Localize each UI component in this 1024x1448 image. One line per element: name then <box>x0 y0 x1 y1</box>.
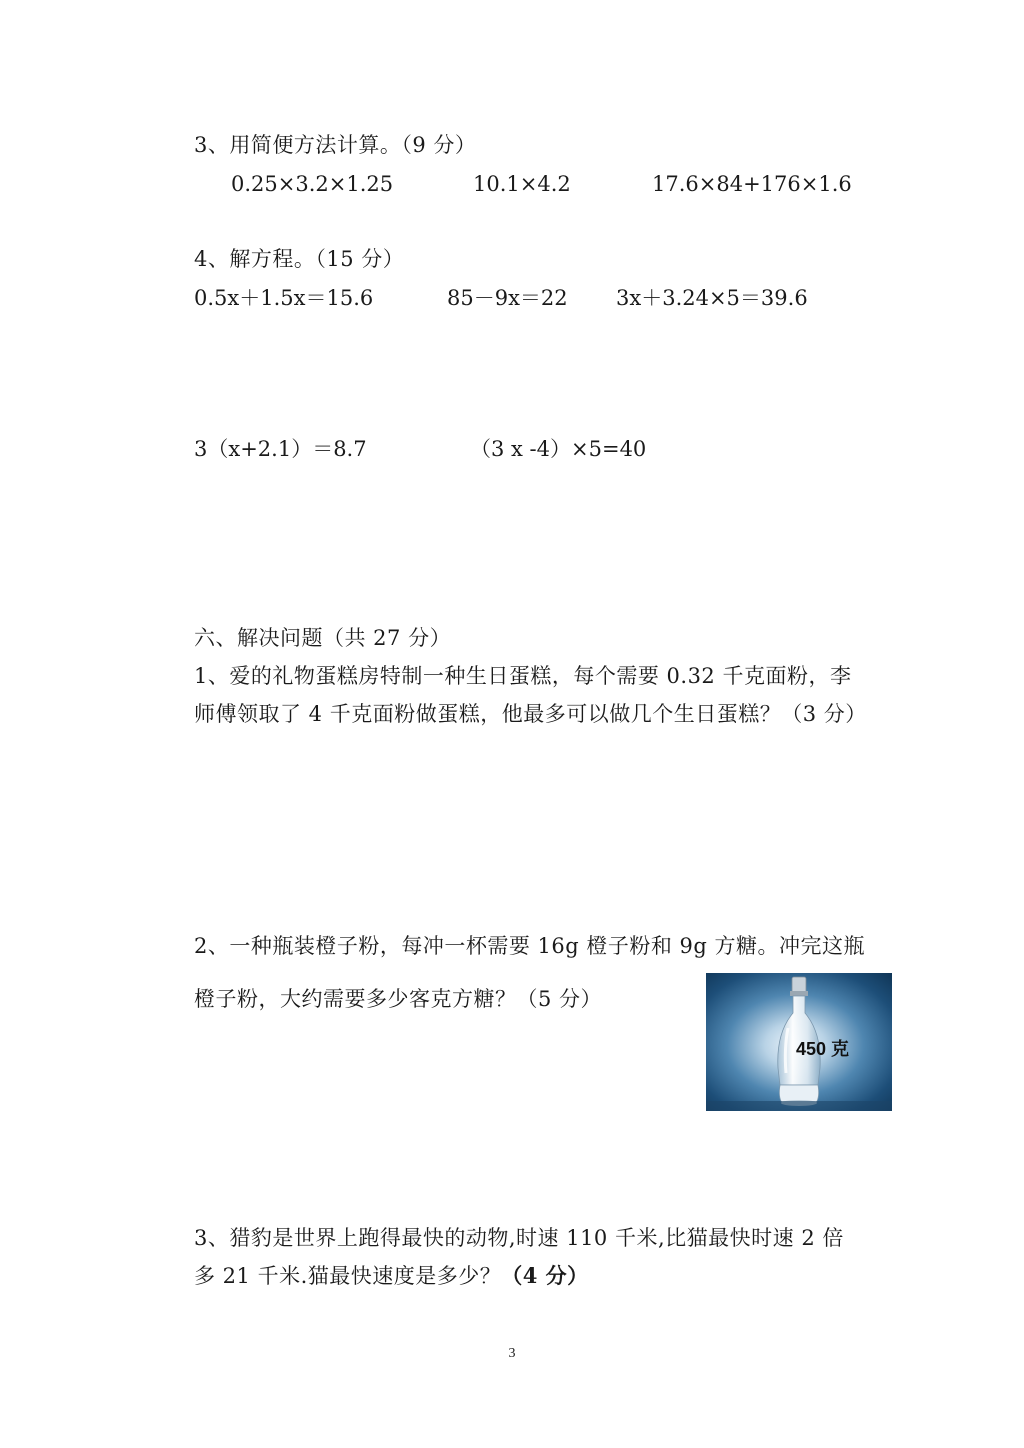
bottle-image <box>706 973 892 1111</box>
bottle-weight-label: 450 克 <box>796 1039 850 1059</box>
equation-4: 3（x+2.1）＝8.7 <box>194 437 367 461</box>
expression-3: 17.6×84+176×1.6 <box>652 172 852 196</box>
expression-2: 10.1×4.2 <box>473 172 571 196</box>
question-2-line-2: 橙子粉，大约需要多少客克方糖？（5 分） <box>194 987 603 1011</box>
question-3-line-2 <box>194 1262 589 1290</box>
expression-1: 0.25×3.2×1.25 <box>231 172 394 196</box>
section-3-heading: 3、用简便方法计算。（9 分） <box>194 133 477 157</box>
equation-5: （3 x -4）×5=40 <box>470 437 647 461</box>
question-3-points: （4 分） <box>501 1263 589 1288</box>
equation-1: 0.5x＋1.5x＝15.6 <box>194 286 374 310</box>
section-4-heading: 4、解方程。（15 分） <box>194 247 405 271</box>
question-2-line-1: 2、一种瓶装橙子粉，每冲一杯需要 16g 橙子粉和 9g 方糖。冲完这瓶 <box>194 934 866 958</box>
equation-3: 3x＋3.24×5＝39.6 <box>616 286 808 310</box>
section-6-heading: 六、解决问题（共 27 分） <box>194 626 452 650</box>
equation-2: 85－9x＝22 <box>447 286 568 310</box>
question-3-line-1: 3、猎豹是世界上跑得最快的动物,时速 110 千米,比猫最快时速 2 倍 <box>194 1226 844 1250</box>
question-1-line-1: 1、爱的礼物蛋糕房特制一种生日蛋糕，每个需要 0.32 千克面粉，李 <box>194 664 852 688</box>
question-3-line-2-text: 多 21 千米.猫最快速度是多少？ <box>194 1264 502 1288</box>
page-number: 3 <box>508 1346 516 1361</box>
question-1-line-2: 师傅领取了 4 千克面粉做蛋糕，他最多可以做几个生日蛋糕？（3 分） <box>194 702 867 726</box>
